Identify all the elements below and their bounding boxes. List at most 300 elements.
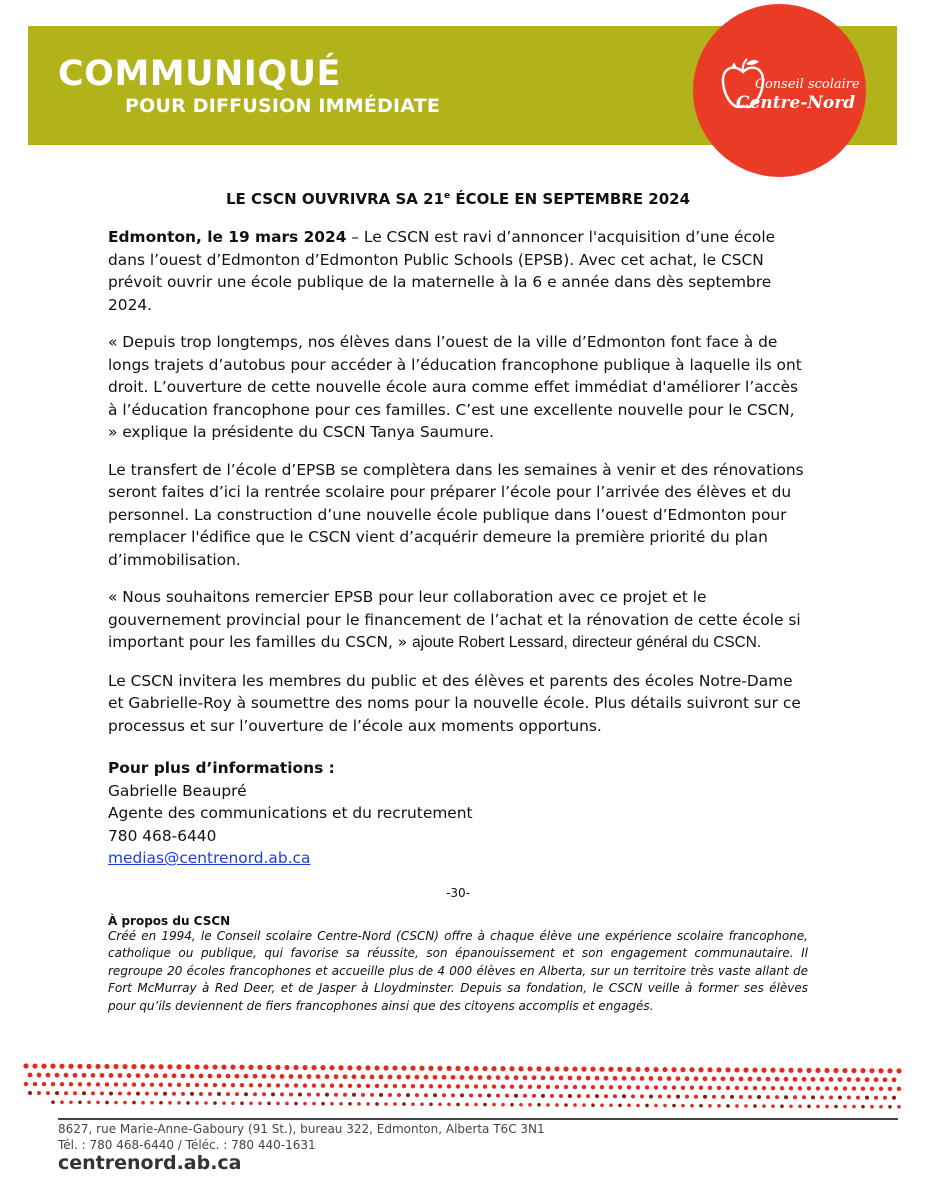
decorative-dot — [55, 1091, 59, 1095]
decorative-dot — [586, 1076, 591, 1081]
decorative-dot — [150, 1083, 154, 1087]
decorative-dot — [132, 1101, 136, 1105]
decorative-dot — [501, 1084, 505, 1088]
decorative-dot — [329, 1065, 334, 1070]
decorative-dot — [514, 1094, 518, 1098]
decorative-dot — [532, 1075, 537, 1080]
decorative-dot — [50, 1064, 55, 1069]
decorative-dot — [627, 1085, 631, 1089]
decorative-dot — [118, 1092, 122, 1096]
decorative-dot — [118, 1073, 123, 1078]
decorative-dot — [672, 1104, 676, 1108]
decorative-dot — [690, 1104, 694, 1108]
decorative-dot — [271, 1092, 275, 1096]
decorative-dot — [559, 1076, 564, 1081]
decorative-dot — [141, 1101, 145, 1105]
decorative-dot — [806, 1068, 811, 1073]
decorative-dot — [527, 1066, 532, 1071]
decorative-dot — [474, 1103, 478, 1107]
decorative-dot — [591, 1085, 595, 1089]
decorative-dot — [226, 1074, 231, 1079]
decorative-dot — [563, 1066, 568, 1071]
decorative-dot — [59, 1064, 64, 1069]
decorative-dot — [163, 1073, 168, 1078]
decorative-dot — [879, 1087, 883, 1091]
decorative-dot — [32, 1063, 37, 1068]
decorative-dot — [838, 1077, 843, 1082]
decorative-dot — [762, 1086, 766, 1090]
decorative-dot — [402, 1084, 406, 1088]
decorative-dot — [55, 1073, 60, 1078]
contact-name: Gabrielle Beaupré — [108, 781, 247, 800]
decorative-dot — [798, 1105, 802, 1109]
decorative-dot — [680, 1067, 685, 1072]
decorative-dot — [419, 1066, 424, 1071]
paragraph-intro — [108, 226, 808, 316]
decorative-dot — [140, 1064, 145, 1069]
decorative-dot — [492, 1084, 496, 1088]
decorative-dot — [213, 1083, 217, 1087]
decorative-dot — [667, 1076, 672, 1081]
decorative-dot — [410, 1066, 415, 1071]
contact-block — [108, 757, 808, 870]
decorative-dot — [262, 1074, 267, 1079]
decorative-dot — [257, 1065, 262, 1070]
decorative-dot — [320, 1065, 325, 1070]
decorative-dot — [748, 1077, 753, 1082]
decorative-dot — [393, 1102, 397, 1106]
decorative-dot — [762, 1104, 766, 1108]
decorative-dot — [528, 1085, 532, 1089]
decorative-dot — [159, 1083, 163, 1087]
decorative-dot — [586, 1094, 590, 1098]
decorative-dot — [663, 1085, 667, 1089]
decorative-dot — [159, 1101, 163, 1105]
decorative-dot — [199, 1074, 204, 1079]
decorative-dot — [510, 1103, 514, 1107]
decorative-dot — [815, 1068, 820, 1073]
decorative-dot — [856, 1096, 860, 1100]
decorative-dot — [176, 1064, 181, 1069]
decorative-dot — [622, 1094, 626, 1098]
decorative-dot — [213, 1101, 217, 1105]
decorative-dot — [874, 1077, 879, 1082]
decorative-dot — [194, 1064, 199, 1069]
decorative-dot — [460, 1093, 464, 1097]
decorative-dot — [276, 1083, 280, 1087]
decorative-dot — [816, 1086, 820, 1090]
decorative-dot — [654, 1104, 658, 1108]
decorative-dot — [559, 1094, 563, 1098]
decorative-dot — [222, 1083, 226, 1087]
decorative-dot — [82, 1091, 86, 1095]
decorative-dot — [37, 1073, 42, 1078]
decorative-dot — [717, 1086, 721, 1090]
decorative-dot — [258, 1102, 262, 1106]
decorative-dot — [676, 1076, 681, 1081]
decorative-dot — [451, 1093, 455, 1097]
decorative-dot — [599, 1067, 604, 1072]
decorative-dot — [374, 1065, 379, 1070]
decorative-dot — [537, 1103, 541, 1107]
paragraph-transfer: Le transfert de l’école d’EPSB se complètera dans les semaines à venir et des rénovations seront faites d’ici la rentrée scolaire pour préparer l’école pour l’arrivée des élèves et du personnel. La construction d’une nouvelle école publique dans l’ouest d’Edmonton pour remplacer l'édifice que le CSCN vient d’acquérir demeure la première priorité du plan d’immobilisation. — [108, 460, 804, 569]
decorative-dot — [267, 1083, 271, 1087]
decorative-dot — [851, 1068, 856, 1073]
decorative-dot — [887, 1068, 892, 1073]
decorative-dot — [883, 1077, 888, 1082]
decorative-dot — [897, 1105, 901, 1109]
decorative-dot — [699, 1104, 703, 1108]
decorative-dot — [865, 1096, 869, 1100]
decorative-dot — [671, 1067, 676, 1072]
decorative-dot — [703, 1095, 707, 1099]
decorative-dot — [433, 1075, 438, 1080]
decorative-dot — [789, 1086, 793, 1090]
decorative-dot — [824, 1068, 829, 1073]
decorative-dot — [204, 1101, 208, 1105]
decorative-dot — [60, 1100, 64, 1104]
decorative-dot — [793, 1095, 797, 1099]
decorative-dot — [811, 1095, 815, 1099]
decorative-dot — [298, 1074, 303, 1079]
decorative-dot — [172, 1092, 176, 1096]
decorative-dot — [735, 1086, 739, 1090]
decorative-dot — [482, 1066, 487, 1071]
decorative-dot — [131, 1064, 136, 1069]
decorative-dot — [870, 1087, 874, 1091]
decorative-dot — [397, 1075, 402, 1080]
decorative-dot — [127, 1092, 131, 1096]
decorative-dot — [825, 1086, 829, 1090]
decorative-dot — [136, 1073, 141, 1078]
decorative-dot — [91, 1073, 96, 1078]
about-title: À propos du CSCN — [108, 913, 231, 928]
contact-label: Pour plus d’informations : — [108, 759, 335, 777]
decorative-dot — [752, 1067, 757, 1072]
decorative-dot — [100, 1073, 105, 1078]
decorative-dot — [388, 1093, 392, 1097]
decorative-dot — [343, 1093, 347, 1097]
decorative-dot — [78, 1082, 82, 1086]
contact-phone: 780 468-6440 — [108, 826, 217, 845]
footer-address: 8627, rue Marie-Anne-Gaboury (91 St.), bureau 322, Edmonton, Alberta T6C 3N1 — [58, 1122, 545, 1136]
decorative-dot — [465, 1103, 469, 1107]
decorative-dot — [847, 1077, 852, 1082]
decorative-dot — [249, 1083, 253, 1087]
decorative-dot — [356, 1065, 361, 1070]
decorative-dot — [802, 1077, 807, 1082]
decorative-dot — [753, 1086, 757, 1090]
decorative-dot — [46, 1073, 51, 1078]
decorative-dot — [316, 1074, 321, 1079]
decorative-dot — [676, 1095, 680, 1099]
decorative-dot — [793, 1077, 798, 1082]
decorative-dot — [473, 1066, 478, 1071]
decorative-dot — [334, 1093, 338, 1097]
decorative-dot — [487, 1094, 491, 1098]
decorative-dot — [96, 1082, 100, 1086]
decorative-dot — [775, 1077, 780, 1082]
decorative-dot — [838, 1096, 842, 1100]
decorative-dot — [28, 1091, 32, 1095]
decorative-dot — [307, 1093, 311, 1097]
decorative-dot — [721, 1095, 725, 1099]
decorative-dot — [546, 1103, 550, 1107]
decorative-dot — [231, 1101, 235, 1105]
decorative-dot — [618, 1104, 622, 1108]
decorative-dot — [649, 1076, 654, 1081]
decorative-dot — [424, 1093, 428, 1097]
decorative-dot — [172, 1073, 177, 1078]
decorative-dot — [721, 1076, 726, 1081]
end-mark: -30- — [446, 885, 470, 900]
decorative-dot — [69, 1082, 73, 1086]
paragraph-intro-text: – Le CSCN est ravi d’annoncer l'acquisition d’une école dans l’ouest d’Edmonton d’Edmonton Public Schools (EPSB). Avec cet achat, le CSCN prévoit ouvrir une école publique de la maternelle à la 6 e année dans dès septembre 2024. — [108, 228, 776, 314]
decorative-dot — [311, 1065, 316, 1070]
decorative-dot — [267, 1102, 271, 1106]
decorative-dot — [339, 1102, 343, 1106]
decorative-dot — [730, 1095, 734, 1099]
decorative-dot — [896, 1068, 901, 1073]
decorative-dot — [582, 1085, 586, 1089]
decorative-dot — [645, 1104, 649, 1108]
decorative-dot — [51, 1082, 55, 1086]
decorative-dot — [284, 1065, 289, 1070]
decorative-dot — [667, 1095, 671, 1099]
decorative-dot — [361, 1074, 366, 1079]
decorative-dot — [545, 1066, 550, 1071]
communique-title: COMMUNIQUÉ — [58, 54, 341, 94]
decorative-dot — [141, 1082, 145, 1086]
decorative-dot — [573, 1103, 577, 1107]
decorative-dot — [618, 1085, 622, 1089]
decorative-dot — [478, 1094, 482, 1098]
decorative-dot — [447, 1084, 451, 1088]
decorative-dot — [321, 1102, 325, 1106]
decorative-dot — [330, 1084, 334, 1088]
decorative-dot — [878, 1068, 883, 1073]
decorative-dot — [802, 1095, 806, 1099]
decorative-dot — [316, 1093, 320, 1097]
decorative-dot — [149, 1064, 154, 1069]
decorative-dot — [150, 1101, 154, 1105]
decorative-dot — [865, 1077, 870, 1082]
decorative-dot — [239, 1065, 244, 1070]
decorative-dot — [438, 1084, 442, 1088]
decorative-dot — [429, 1084, 433, 1088]
decorative-dot — [541, 1094, 545, 1098]
headline-text-end: ÉCOLE EN SEPTEMBRE 2024 — [450, 190, 691, 208]
decorative-dot — [438, 1103, 442, 1107]
decorative-dot — [109, 1091, 113, 1095]
decorative-dot — [761, 1068, 766, 1073]
decorative-dot — [64, 1073, 69, 1078]
decorative-dot — [195, 1101, 199, 1105]
decorative-dot — [195, 1083, 199, 1087]
decorative-dot — [829, 1077, 834, 1082]
paragraph-naming: Le CSCN invitera les membres du public et des élèves et parents des écoles Notre-Dame et Gabrielle-Roy à soumettre des noms pour la nouvelle école. Plus détails suivront sur ce processus et sur l’ouverture de l’école aux moments opportuns. — [108, 671, 801, 735]
decorative-dot — [640, 1094, 644, 1098]
decorative-dot — [221, 1065, 226, 1070]
decorative-dot — [662, 1067, 667, 1072]
decorative-dot — [415, 1093, 419, 1097]
decorative-dot — [518, 1066, 523, 1071]
decorative-dot — [100, 1091, 104, 1095]
decorative-dot — [86, 1064, 91, 1069]
decorative-dot — [627, 1104, 631, 1108]
decorative-dot — [753, 1104, 757, 1108]
decorative-dot — [294, 1083, 298, 1087]
decorative-dot — [779, 1068, 784, 1073]
decorative-dot — [716, 1067, 721, 1072]
decorative-dot — [460, 1075, 465, 1080]
decorative-dot — [739, 1095, 743, 1099]
decorative-dot — [861, 1105, 865, 1109]
decorative-dot — [784, 1095, 788, 1099]
decorative-dot — [451, 1075, 456, 1080]
decorative-dot — [298, 1093, 302, 1097]
decorative-dot — [798, 1086, 802, 1090]
decorative-dot — [712, 1095, 716, 1099]
decorative-dot — [694, 1076, 699, 1081]
decorative-dot — [564, 1085, 568, 1089]
decorative-dot — [577, 1076, 582, 1081]
decorative-dot — [388, 1075, 393, 1080]
decorative-dot — [780, 1086, 784, 1090]
decorative-dot — [321, 1083, 325, 1087]
decorative-dot — [339, 1084, 343, 1088]
decorative-dot — [348, 1084, 352, 1088]
decorative-dot — [365, 1065, 370, 1070]
press-release-body — [108, 190, 808, 1015]
decorative-dot — [590, 1067, 595, 1072]
decorative-dot — [190, 1092, 194, 1096]
decorative-dot — [834, 1105, 838, 1109]
decorative-dot — [600, 1085, 604, 1089]
decorative-dot — [312, 1102, 316, 1106]
decorative-dot — [77, 1064, 82, 1069]
decorative-dot — [352, 1093, 356, 1097]
decorative-dot — [41, 1064, 46, 1069]
decorative-dot — [325, 1093, 329, 1097]
decorative-dot — [613, 1094, 617, 1098]
decorative-dot — [23, 1063, 28, 1068]
decorative-dot — [703, 1076, 708, 1081]
decorative-dot — [42, 1082, 46, 1086]
decorative-dot — [536, 1066, 541, 1071]
decorative-dot — [541, 1075, 546, 1080]
decorative-dot — [811, 1077, 816, 1082]
decorative-dot — [532, 1094, 536, 1098]
decorative-dot — [217, 1074, 222, 1079]
decorative-dot — [456, 1084, 460, 1088]
footer-website[interactable]: centrenord.ab.ca — [58, 1152, 242, 1174]
decorative-dot — [105, 1101, 109, 1105]
decorative-dot — [177, 1083, 181, 1087]
decorative-dot — [474, 1084, 478, 1088]
decorative-dot — [604, 1094, 608, 1098]
decorative-dot — [402, 1102, 406, 1106]
decorative-dot — [154, 1073, 159, 1078]
decorative-dot — [347, 1065, 352, 1070]
decorative-dot — [698, 1067, 703, 1072]
decorative-dot — [420, 1084, 424, 1088]
decorative-dot — [550, 1094, 554, 1098]
decorative-dot — [501, 1103, 505, 1107]
decorative-dot — [469, 1075, 474, 1080]
decorative-dot — [739, 1077, 744, 1082]
decorative-dot-band — [20, 1060, 907, 1120]
contact-email-link[interactable]: medias@centrenord.ab.ca — [108, 849, 311, 867]
decorative-dot — [492, 1103, 496, 1107]
decorative-dot — [726, 1086, 730, 1090]
decorative-dot — [456, 1103, 460, 1107]
decorative-dot — [649, 1094, 653, 1098]
decorative-dot — [604, 1076, 609, 1081]
decorative-dot — [294, 1102, 298, 1106]
decorative-dot — [240, 1101, 244, 1105]
decorative-dot — [707, 1067, 712, 1072]
decorative-dot — [375, 1084, 379, 1088]
decorative-dot — [307, 1074, 312, 1079]
decorative-dot — [181, 1092, 185, 1096]
decorative-dot — [609, 1085, 613, 1089]
decorative-dot — [505, 1094, 509, 1098]
decorative-dot — [617, 1067, 622, 1072]
decorative-dot — [114, 1082, 118, 1086]
decorative-dot — [46, 1091, 50, 1095]
decorative-dot — [829, 1095, 833, 1099]
decorative-dot — [177, 1101, 181, 1105]
decorative-dot — [825, 1105, 829, 1109]
decorative-dot — [442, 1075, 447, 1080]
decorative-dot — [114, 1101, 118, 1105]
decorative-dot — [158, 1064, 163, 1069]
decorative-dot — [433, 1093, 437, 1097]
decorative-dot — [33, 1082, 37, 1086]
decorative-dot — [555, 1103, 559, 1107]
decorative-dot — [293, 1065, 298, 1070]
decorative-dot — [743, 1067, 748, 1072]
contact-role: Agente des communications et du recrutement — [108, 804, 473, 822]
decorative-dot — [685, 1076, 690, 1081]
decorative-dot — [87, 1101, 91, 1105]
decorative-dot — [725, 1067, 730, 1072]
decorative-dot — [635, 1067, 640, 1072]
decorative-dot — [469, 1093, 473, 1097]
decorative-dot — [222, 1101, 226, 1105]
decorative-dot — [289, 1092, 293, 1096]
decorative-dot — [208, 1074, 213, 1079]
decorative-dot — [608, 1067, 613, 1072]
decorative-dot — [69, 1100, 73, 1104]
decorative-dot — [208, 1092, 212, 1096]
decorative-dot — [384, 1084, 388, 1088]
decorative-dot — [123, 1082, 127, 1086]
decorative-dot — [186, 1083, 190, 1087]
decorative-dot — [366, 1102, 370, 1106]
decorative-dot — [244, 1074, 249, 1079]
decorative-dot — [820, 1077, 825, 1082]
decorative-dot — [843, 1086, 847, 1090]
decorative-dot — [505, 1075, 510, 1080]
decorative-dot — [842, 1068, 847, 1073]
decorative-dot — [64, 1091, 68, 1095]
decorative-dot — [437, 1066, 442, 1071]
decorative-dot — [145, 1073, 150, 1078]
decorative-dot — [699, 1086, 703, 1090]
decorative-dot — [734, 1067, 739, 1072]
